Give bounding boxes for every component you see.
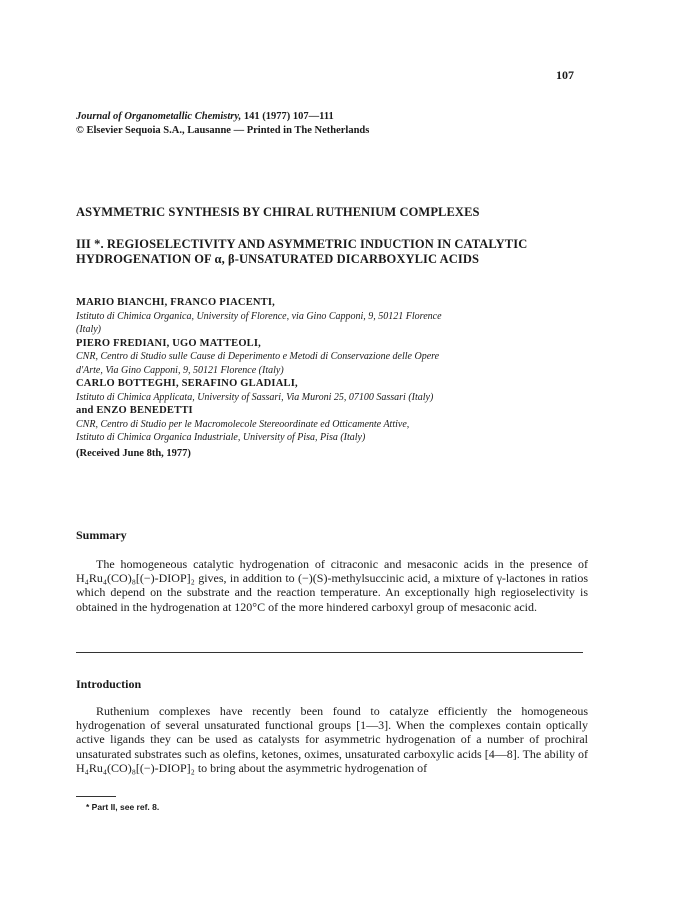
summary-paragraph: The homogeneous catalytic hydrogenation of citraconic and mesaconic acids in the presence of H₄Ru₄(CO)₈[(−)-DIOP]₂ gives, in addition to (−)(S)-methylsuccinic acid, a mixture of γ-lactones in ratios which depend on the substrate and the reaction temperature. An exceptionally high regioselectivity is obtained in the hydrogenation at 120°C of the more hindered carboxyl group of mesaconic acid. (76, 557, 588, 614)
footnote-divider (76, 796, 116, 797)
summary-divider (76, 652, 583, 653)
author-affiliation: CNR, Centro di Studio per le Macromolecole Stereoordinate ed Otticamente Attive, (76, 418, 410, 430)
author-affiliation: d'Arte, Via Gino Capponi, 9, 50121 Florence (Italy) (76, 364, 284, 376)
publisher-line: © Elsevier Sequoia S.A., Lausanne — Printed in The Netherlands (76, 125, 370, 136)
introduction-heading: Introduction (76, 677, 142, 691)
introduction-text (76, 704, 588, 775)
article-title-line1: III *. REGIOSELECTIVITY AND ASYMMETRIC INDUCTION IN CATALYTIC (76, 237, 528, 251)
series-title: ASYMMETRIC SYNTHESIS BY CHIRAL RUTHENIUM COMPLEXES (76, 205, 480, 219)
journal-volume: 141 (1977) 107—111 (243, 111, 334, 122)
footnote: * Part II, see ref. 8. (86, 802, 160, 812)
author-names: and ENZO BENEDETTI (76, 405, 193, 416)
introduction-paragraph: Ruthenium complexes have recently been found to catalyze efficiently the homogeneous hydrogenation of several unsaturated functional groups [1—3]. When the complexes contain optically active ligands they can be used as catalysts for asymmetric hydrogenation of a number of prochiral unsaturated substrates such as olefins, ketones, oximes, unsaturated carboxylic acids [4—8]. The ability of H₄Ru₄(CO)₈[(−)-DIOP]₂ to bring about the asymmetric hydrogenation of (76, 704, 588, 775)
journal-name-line (76, 110, 596, 124)
author-affiliation: (Italy) (76, 324, 101, 335)
author-names: MARIO BIANCHI, FRANCO PIACENTI, (76, 297, 275, 308)
journal-citation (76, 110, 596, 138)
author-block (76, 296, 596, 460)
article-title (76, 237, 606, 267)
summary-heading: Summary (76, 528, 127, 542)
page-number: 107 (556, 68, 574, 82)
summary-text (76, 557, 588, 614)
author-affiliation: CNR, Centro di Studio sulle Cause di Deperimento e Metodi di Conservazione delle Opere (76, 351, 440, 362)
author-affiliation: Istituto di Chimica Organica, University of Florence, via Gino Capponi, 9, 50121 Florence (76, 310, 442, 322)
author-affiliation: Istituto di Chimica Organica Industriale, University of Pisa, Pisa (Italy) (76, 432, 366, 443)
author-names: CARLO BOTTEGHI, SERAFINO GLADIALI, (76, 378, 298, 389)
author-names: PIERO FREDIANI, UGO MATTEOLI, (76, 337, 261, 349)
author-affiliation: Istituto di Chimica Applicata, University of Sassari, Via Muroni 25, 07100 Sassari (Italy) (76, 391, 434, 403)
received-date: (Received June 8th, 1977) (76, 447, 191, 459)
journal-name: Journal of Organometallic Chemistry, (76, 111, 242, 122)
article-title-line2: HYDROGENATION OF α, β-UNSATURATED DICARBOXYLIC ACIDS (76, 252, 480, 266)
